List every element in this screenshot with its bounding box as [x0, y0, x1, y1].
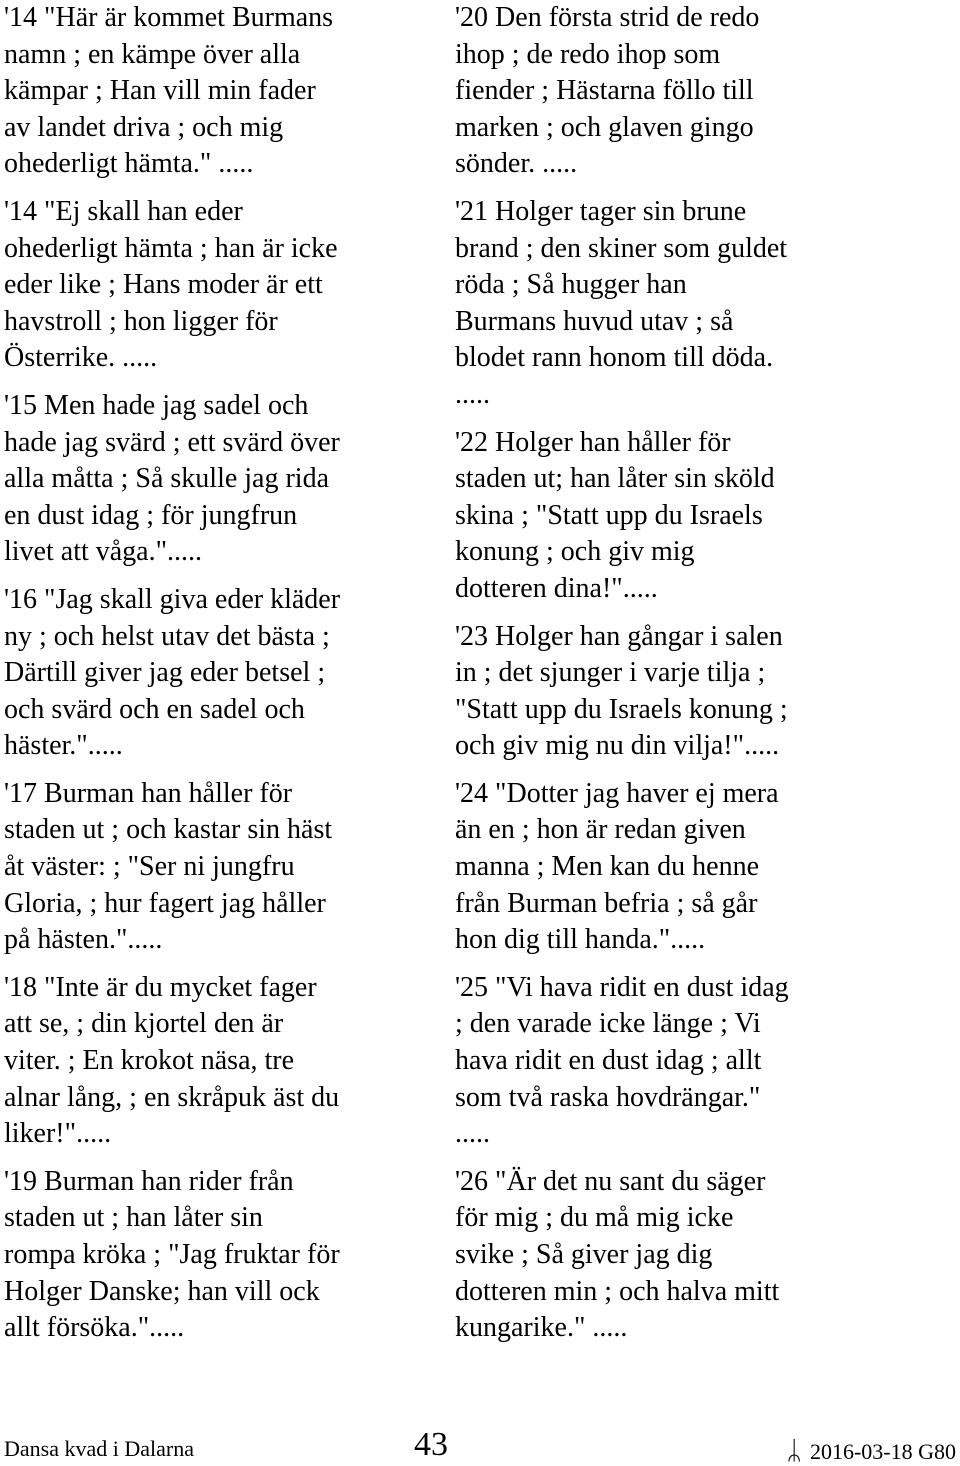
- verse-line: dotteren dina!".....: [455, 572, 658, 604]
- verse-line: manna ; Men kan du henne: [455, 851, 760, 883]
- verse-line: staden ut ; han låter sin: [4, 1202, 263, 1234]
- verse-line: '24 "Dotter jag haver ej mera: [455, 777, 779, 809]
- verse-line: '19 Burman han rider från: [4, 1165, 294, 1197]
- page-number: 43: [414, 1426, 448, 1463]
- verse-line: för mig ; du må mig icke: [455, 1202, 734, 1234]
- verse-line: '15 Men hade jag sadel och: [4, 389, 309, 421]
- verse-line: alnar lång, ; en skråpuk äst du: [4, 1081, 340, 1113]
- verse-line: hon dig till handa.".....: [455, 924, 706, 956]
- verse-line: röda ; Så hugger han: [455, 269, 687, 301]
- stanza-15: [4, 388, 444, 571]
- verse-line: '14 "Ej skall han eder: [4, 195, 243, 227]
- verse-line: staden ut ; och kastar sin häst: [4, 814, 333, 846]
- footer-title: Dansa kvad i Dalarna: [4, 1436, 194, 1461]
- verse-line: hava ridit en dust idag ; allt: [455, 1045, 762, 1077]
- page-footer: [0, 1422, 960, 1465]
- verse-line: en dust idag ; för jungfrun: [4, 499, 298, 531]
- verse-line: ny ; och helst utav det bästa ;: [4, 620, 330, 652]
- verse-line: '23 Holger han gångar i salen: [455, 620, 783, 652]
- verse-line: '22 Holger han håller för: [455, 426, 731, 458]
- stanza-23: [455, 619, 945, 765]
- stanza-16: [4, 582, 444, 765]
- verse-line: konung ; och giv mig: [455, 536, 695, 568]
- verse-line: kungarike." .....: [455, 1312, 628, 1344]
- verse-line: sönder. .....: [455, 148, 578, 180]
- verse-line: Gloria, ; hur fagert jag håller: [4, 887, 326, 919]
- verse-line: eder like ; Hans moder är ett: [4, 269, 323, 301]
- verse-line: från Burman befria ; så går: [455, 887, 758, 919]
- verse-line: häster.".....: [4, 730, 123, 762]
- verse-line: skina ; "Statt upp du Israels: [455, 499, 763, 531]
- stanza-26: [455, 1164, 945, 1347]
- verse-line: av landet driva ; och mig: [4, 111, 284, 143]
- verse-line: rompa kröka ; "Jag fruktar för: [4, 1239, 340, 1270]
- stanza-25: [455, 970, 945, 1153]
- stanza-14b: [4, 194, 444, 377]
- verse-line: ohederligt hämta." .....: [4, 148, 254, 180]
- verse-line: '20 Den första strid de redo: [455, 2, 760, 33]
- verse-line: än en ; hon är redan given: [455, 814, 746, 846]
- verse-line: alla måtta ; Så skulle jag rida: [4, 463, 330, 495]
- verse-line: svike ; Så giver jag dig: [455, 1239, 713, 1270]
- verse-line: blodet rann honom till döda.: [455, 342, 774, 374]
- verse-line: som två raska hovdrängar.": [455, 1081, 761, 1113]
- verse-line: livet att våga.".....: [4, 536, 203, 568]
- verse-line: hade jag svärd ; ett svärd över: [4, 426, 340, 458]
- verse-line: åt väster: ; "Ser ni jungfru: [4, 851, 295, 883]
- verse-line: Burmans huvud utav ; så: [455, 305, 734, 337]
- verse-line: allt försöka.".....: [4, 1312, 185, 1344]
- verse-line: fiender ; Hästarna föllo till: [455, 75, 754, 107]
- stanza-17: [4, 776, 444, 959]
- verse-line: på hästen.".....: [4, 924, 163, 956]
- stanza-20: [455, 0, 945, 183]
- verse-line: och giv mig nu din vilja!".....: [455, 730, 780, 762]
- verse-line: '17 Burman han håller för: [4, 777, 293, 809]
- footer-date-code: 2016-03-18 G80: [809, 1439, 956, 1464]
- rune-mark-icon: ᛦ: [786, 1436, 802, 1465]
- verse-line: ihop ; de redo ihop som: [455, 38, 721, 70]
- verse-line: dotteren min ; och halva mitt: [455, 1275, 780, 1307]
- stanza-21: [455, 194, 945, 414]
- verse-line: att se, ; din kjortel den är: [4, 1008, 284, 1040]
- verse-line: ; den varade icke länge ; Vi: [455, 1008, 761, 1040]
- footer-date-block: [786, 1436, 956, 1466]
- verse-line: Holger Danske; han vill ock: [4, 1275, 320, 1307]
- verse-line: liker!".....: [4, 1118, 112, 1150]
- verse-line: .....: [455, 1118, 490, 1150]
- right-column: [455, 0, 945, 1358]
- stanza-22: [455, 425, 945, 608]
- verse-line: ohederligt hämta ; han är icke: [4, 232, 338, 264]
- verse-line: kämpar ; Han vill min fader: [4, 75, 316, 107]
- verse-line: Därtill giver jag eder betsel ;: [4, 657, 326, 689]
- stanza-18: [4, 970, 444, 1153]
- verse-line: viter. ; En krokot näsa, tre: [4, 1045, 295, 1077]
- verse-line: havstroll ; hon ligger för: [4, 305, 278, 337]
- verse-line: brand ; den skiner som guldet: [455, 232, 788, 264]
- verse-line: in ; det sjunger i varje tilja ;: [455, 657, 766, 689]
- verse-line: marken ; och glaven gingo: [455, 111, 754, 143]
- left-column: [4, 0, 444, 1358]
- verse-line: och svärd och en sadel och: [4, 693, 305, 725]
- verse-line: staden ut; han låter sin sköld: [455, 463, 775, 495]
- verse-line: '18 "Inte är du mycket fager: [4, 971, 317, 1003]
- verse-line: namn ; en kämpe över alla: [4, 38, 301, 70]
- verse-line: "Statt upp du Israels konung ;: [455, 693, 788, 725]
- verse-line: Österrike. .....: [4, 342, 158, 374]
- verse-line: '25 "Vi hava ridit en dust idag: [455, 971, 789, 1003]
- stanza-14a: [4, 0, 444, 183]
- verse-line: '16 "Jag skall giva eder kläder: [4, 583, 341, 615]
- verse-line: .....: [455, 378, 490, 410]
- stanza-24: [455, 776, 945, 959]
- stanza-19: [4, 1164, 444, 1347]
- verse-line: '14 "Här är kommet Burmans: [4, 2, 334, 33]
- verse-line: '26 "Är det nu sant du säger: [455, 1165, 766, 1197]
- verse-line: '21 Holger tager sin brune: [455, 195, 747, 227]
